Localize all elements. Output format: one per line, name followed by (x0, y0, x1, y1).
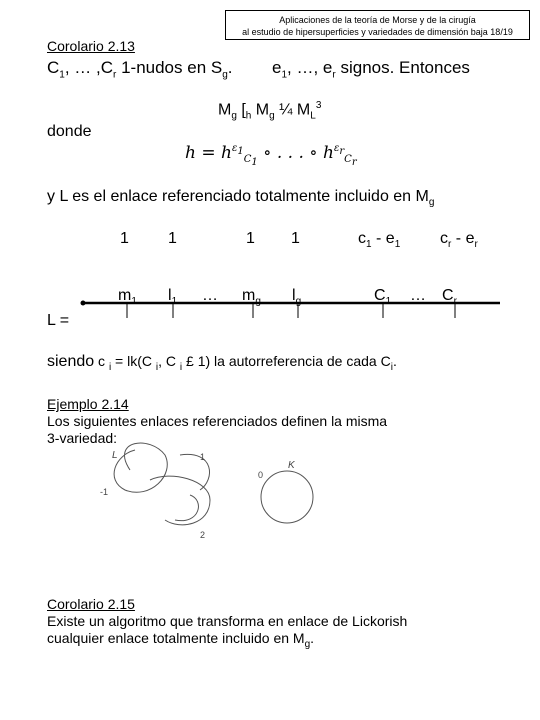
corolario-213-statement-left: $C_1$, … $,C_r$ 1-nudos en $S_g$. (47, 58, 233, 81)
corolario-213-title: Corolario 2.13 (47, 38, 135, 54)
ejemplo-214-text-2: 3-variedad: (47, 430, 118, 446)
label-l1: $l_1$ (168, 287, 178, 308)
corolario-213-statement-right: $e_1$, …, $e_r$ signos. Entonces (272, 58, 470, 81)
weight-l1: 1 (168, 230, 177, 247)
figure-label-0: 0 (258, 470, 264, 480)
figure-label-K: K (288, 460, 295, 471)
figure-L-component-1 (114, 443, 167, 492)
ejemplo-214-text-1: Los siguientes enlaces referenciados definen la misma (47, 413, 388, 429)
ejemplo-214-title: Ejemplo 2.14 (47, 396, 129, 412)
corolario-215-title: Corolario 2.15 (47, 596, 135, 612)
corolario-215-text-1: Existe un algoritmo que transforma en enlace de Lickorish (47, 613, 408, 629)
label-dots-2: … (410, 287, 426, 304)
label-Cr: $C_r$ (442, 287, 457, 308)
figure-link-L (114, 443, 210, 525)
figure-knot-K (261, 471, 313, 523)
label-mg: $m_g$ (242, 287, 261, 308)
donde-label: donde (47, 123, 92, 140)
corolario-215-text-2: cualquier enlace totalmente incluido en $M_g$. (47, 630, 315, 650)
weight-c1: $c_1 - e_1$ (358, 230, 401, 251)
formula-h: $h = h^{\varepsilon_1}_{C_1}$ ∘ . . . ∘ $h^{\varepsilon_r}_{C_r}$ (185, 143, 357, 169)
weight-m1: 1 (120, 230, 129, 247)
siendo-text: siendo c $_i$ = lk(C $_i$, C $_i$ £ 1) la autorreferencia de cada $C_i$. (47, 353, 397, 373)
weight-mg: 1 (246, 230, 255, 247)
formula-main: $M_g$ [$_h$ $M_g$ ¼ $M_L^3$ (218, 100, 322, 122)
figure-label-1: 1 (200, 452, 206, 462)
enlace-text: y L es el enlace referenciado totalmente incluido en $M_g$ (47, 188, 435, 209)
figure-label-2: 2 (200, 530, 206, 540)
figure-label-minus1: -1 (100, 487, 109, 497)
figure-L-component-3 (180, 454, 210, 490)
figure-L-component-4 (175, 495, 198, 521)
label-dots-1: … (202, 287, 218, 304)
label-lg: $l_g$ (292, 287, 302, 308)
figure-label-L: L (112, 450, 118, 461)
L-equals-label: L = (47, 312, 70, 329)
weight-lg: 1 (291, 230, 300, 247)
label-m1: $m_1$ (118, 287, 137, 308)
header-line-1: Aplicaciones de la teoría de Morse y de la cirugía (279, 15, 476, 25)
label-C1: $C_1$ (374, 287, 392, 308)
header-line-2: al estudio de hipersuperficies y variedades de dimensión baja 18/19 (242, 27, 513, 37)
weight-cr: $c_r - e_r$ (440, 230, 478, 251)
